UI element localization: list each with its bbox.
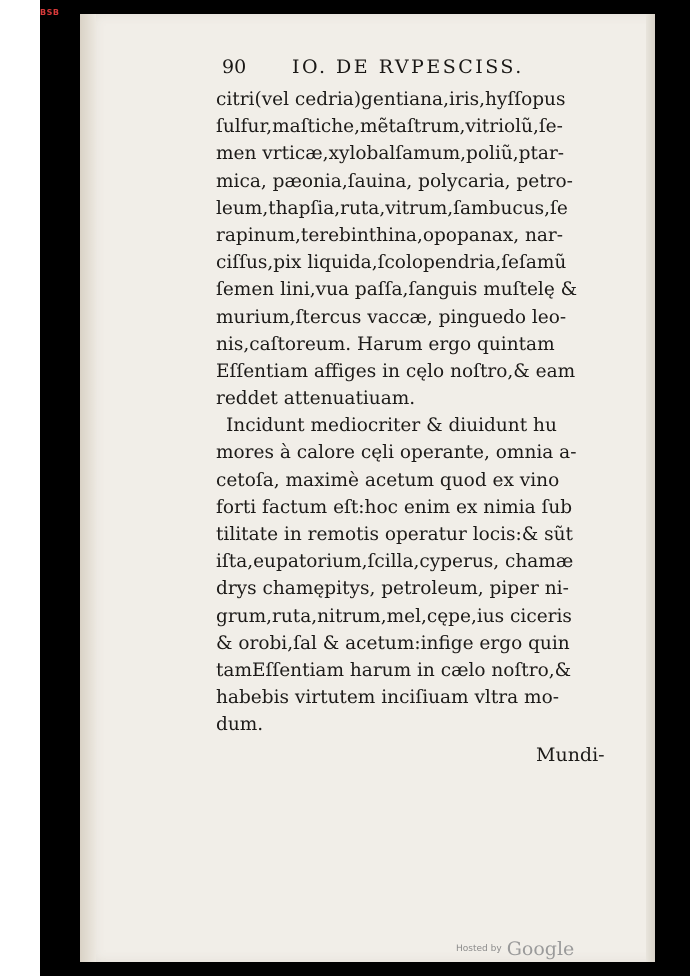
text-line: nis,caſtoreum. Harum ergo quintam — [216, 333, 555, 355]
text-line: Eſſentiam affiges in cęlo noſtro,& eam — [216, 360, 576, 382]
running-head — [222, 56, 622, 78]
text-line: habebis virtutem inciſiuam vltra mo- — [216, 687, 559, 709]
text-line: grum,ruta,nitrum,mel,cępe,ius ciceris — [216, 605, 572, 627]
bsb-logo: BSB — [40, 8, 60, 17]
google-logo: Google — [506, 938, 575, 960]
google-watermark — [456, 938, 574, 960]
catchword: Mundi- — [536, 744, 605, 766]
text-line: & orobi,ſal & acetum:infige ergo quin — [216, 632, 570, 654]
text-line: tilitate in remotis operatur locis:& sũt — [216, 524, 573, 545]
text-line: cetoſa, maximè acetum quod ex vino — [216, 469, 560, 491]
text-line: forti factum eſt:hoc enim ex nimia ſub — [216, 496, 573, 518]
text-line: drys chamępitys, petroleum, piper ni- — [216, 578, 569, 600]
text-line: reddet attenuatiuam. — [216, 388, 416, 410]
text-line: Incidunt mediocriter & diuidunt hu — [226, 415, 557, 437]
text-line: mores à calore cęli operante, omnia a- — [216, 442, 577, 464]
text-line: leum,thapſia,ruta,vitrum,ſambucus,ſe — [216, 197, 568, 219]
text-line: iſta,eupatorium,ſcilla,cyperus, chamæ — [216, 551, 574, 573]
running-head-title: IO. DE RVPESCISS. — [292, 56, 524, 78]
text-line: men vrticæ,xylobalſamum,poliũ,ptar- — [216, 143, 565, 165]
page-gutter-shadow — [80, 14, 96, 962]
text-line: ſemen lini,vua paſſa,ſanguis muſtelę & — [216, 279, 578, 301]
text-line: citri(vel cedria)gentiana,iris,hyſſopus — [216, 89, 566, 110]
text-line: mica, pæonia,ſauina, polycaria, petro- — [216, 170, 573, 192]
text-line: rapinum,terebinthina,opopanax, nar- — [216, 224, 563, 246]
text-line: ſulfur,maſtiche,mẽtaſtrum,vitriolũ,ſe- — [216, 116, 563, 138]
text-line: dum. — [216, 714, 264, 736]
text-line: murium,ſtercus vaccæ, pinguedo leo- — [216, 306, 567, 328]
body-text — [216, 86, 628, 739]
left-margin-bar — [0, 0, 40, 976]
hosted-by-label: Hosted by — [456, 944, 502, 954]
text-line: tamEſſentiam harum in cælo noſtro,& — [216, 659, 572, 681]
text-line: ciſſus,pix liquida,ſcolopendria,ſeſamũ — [216, 252, 567, 274]
page-right-edge — [646, 14, 655, 962]
page-number: 90 — [222, 56, 247, 78]
